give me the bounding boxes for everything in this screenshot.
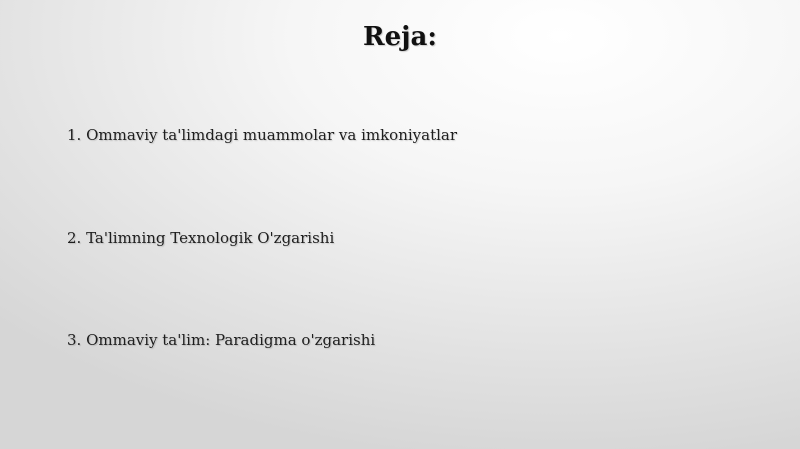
plan-item-3: 3. Ommaviy ta'lim: Paradigma o'zgarishi <box>67 331 376 349</box>
slide-title: Reja: <box>362 22 437 52</box>
plan-item-1: 1. Ommaviy ta'limdagi muammolar va imkoniyatlar <box>67 126 458 144</box>
plan-item-2: 2. Ta'limning Texnologik O'zgarishi <box>67 229 335 247</box>
